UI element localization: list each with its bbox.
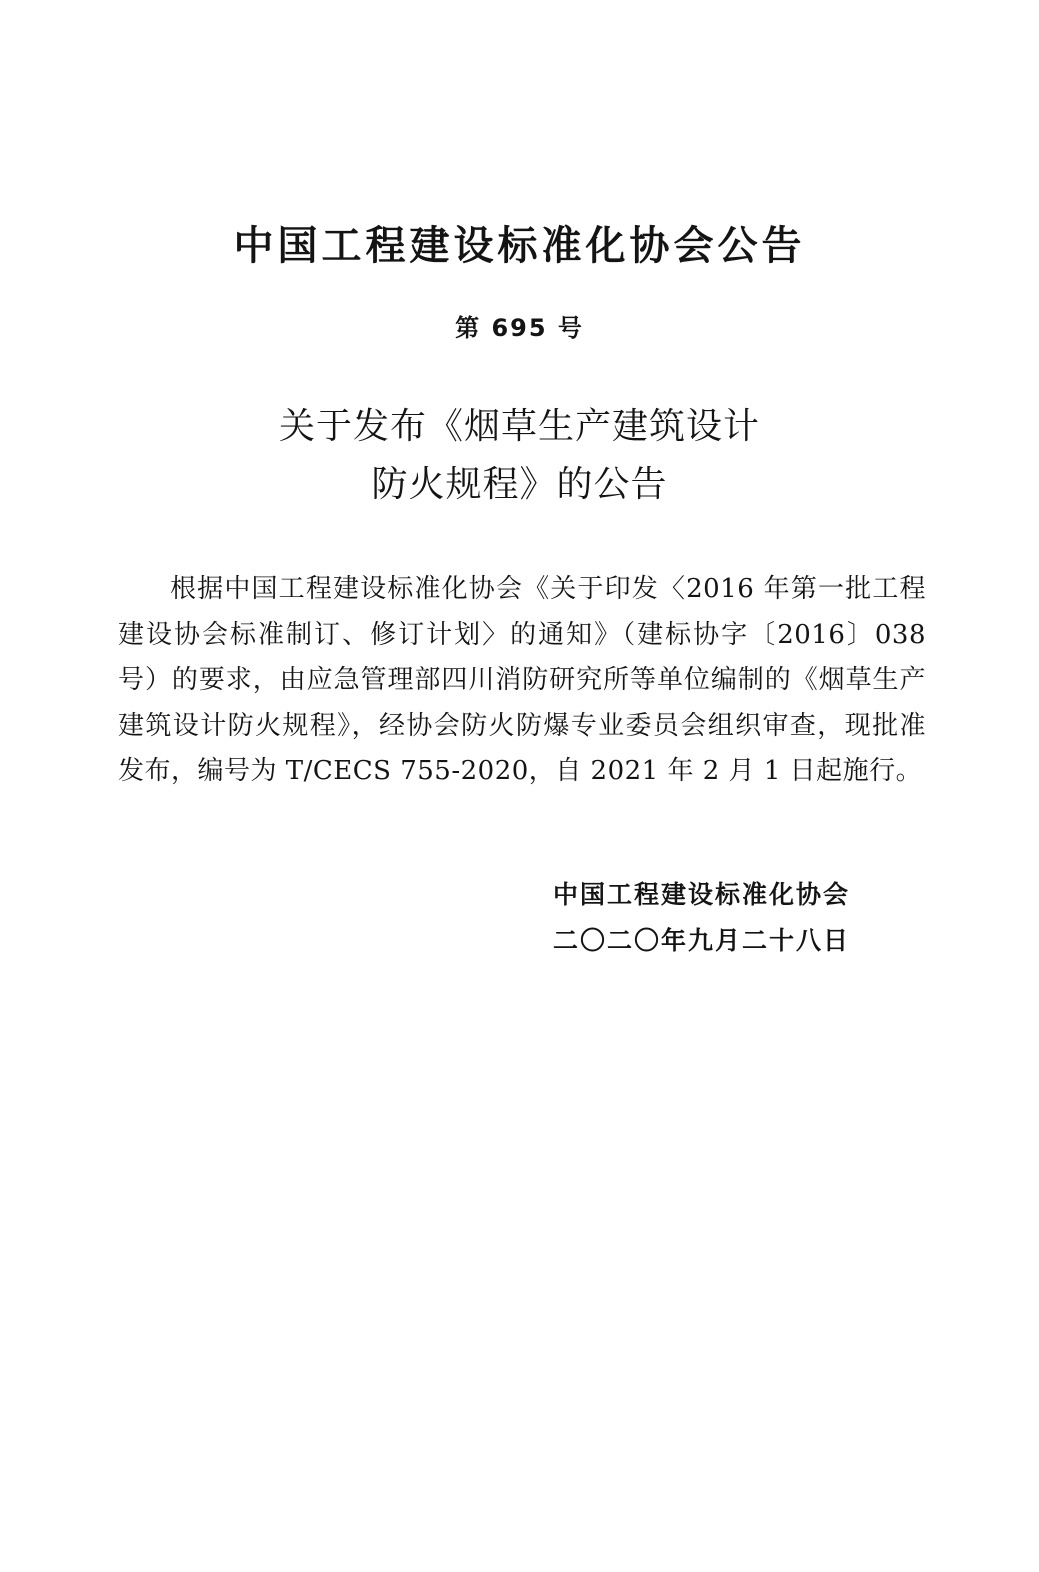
signature-date: 二〇二〇年九月二十八日 xyxy=(553,926,851,955)
organization-title: 中国工程建设标准化协会公告 xyxy=(233,223,806,269)
announcement-body: 根据中国工程建设标准化协会《关于印发〈2016 年第一批工程建设协会标准制订、修订计划〉的通知》（建标协字〔2016〕038号）的要求，由应急管理部四川消防研究所等单位编制的《烟草生产建筑设计防火规程》，经协会防火防爆专业委员会组织审查，现批准发布，编号为 T/CECS 755-2020，自 2021 年 2 月 1 日起施行。 xyxy=(118,574,926,786)
signature-block xyxy=(553,872,913,964)
subject-line-2: 防火规程》的公告 xyxy=(371,464,668,505)
notice-number: 第 695 号 xyxy=(455,314,584,342)
subject-line-1: 关于发布《烟草生产建筑设计 xyxy=(278,406,760,447)
signature-organization: 中国工程建设标准化协会 xyxy=(553,880,851,909)
announcement-subject xyxy=(0,398,1039,514)
